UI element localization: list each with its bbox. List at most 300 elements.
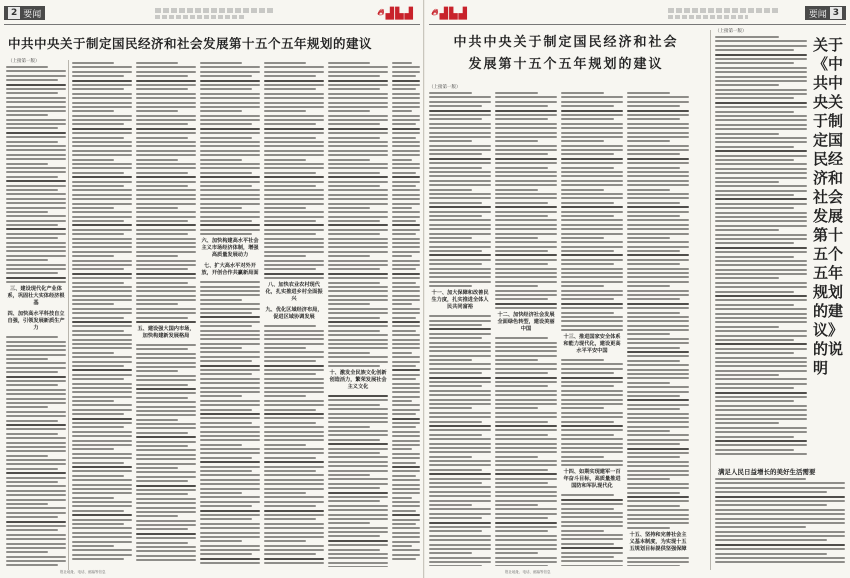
text-column-4 <box>200 62 260 567</box>
text-line <box>627 439 689 441</box>
text-line <box>392 558 416 560</box>
text-line <box>495 290 557 292</box>
text-line <box>627 145 689 147</box>
text-line <box>561 105 614 107</box>
text-line <box>6 242 66 244</box>
text-line <box>715 427 807 429</box>
text-column-3 <box>561 92 623 566</box>
text-line <box>715 440 807 442</box>
text-line <box>392 123 416 125</box>
text-line <box>495 228 557 230</box>
text-line <box>392 497 412 499</box>
byline-left: （上接第一版） <box>8 59 40 64</box>
text-line <box>495 372 548 374</box>
text-line <box>392 549 420 551</box>
text-line <box>429 434 482 436</box>
text-line <box>200 334 260 336</box>
flame-icon: 🔥︎ <box>431 8 438 18</box>
text-line <box>200 369 260 371</box>
text-line <box>627 259 689 261</box>
text-line <box>495 259 557 261</box>
text-line <box>627 197 689 199</box>
text-line <box>715 431 807 433</box>
text-line <box>328 421 388 423</box>
text-line <box>715 194 794 196</box>
text-line <box>495 206 557 208</box>
text-line <box>328 465 388 467</box>
text-line <box>715 513 845 515</box>
text-line <box>495 132 557 134</box>
text-line <box>72 71 132 73</box>
text-line <box>715 491 827 493</box>
text-line <box>72 172 124 174</box>
text-line <box>561 372 614 374</box>
text-line <box>200 294 260 296</box>
text-line <box>6 189 58 191</box>
text-line <box>72 435 132 437</box>
text-column-6 <box>715 478 845 568</box>
text-line <box>328 110 370 112</box>
text-line <box>392 176 420 178</box>
text-line <box>264 106 324 108</box>
text-line <box>264 457 316 459</box>
text-line <box>392 514 420 516</box>
text-line <box>6 149 66 151</box>
text-line <box>429 504 472 506</box>
text-line <box>72 514 132 516</box>
text-line <box>264 387 324 389</box>
text-line <box>264 80 324 82</box>
text-line <box>715 264 807 266</box>
text-line <box>392 224 420 226</box>
text-line <box>328 483 388 485</box>
text-line <box>136 520 196 522</box>
text-line <box>627 241 689 243</box>
text-line <box>392 185 416 187</box>
text-line <box>328 408 388 410</box>
text-line <box>72 501 132 503</box>
text-line <box>328 509 388 511</box>
text-line <box>200 532 260 534</box>
text-line <box>72 123 124 125</box>
text-line <box>561 560 623 562</box>
text-line <box>392 251 420 253</box>
text-line <box>6 66 48 68</box>
text-line <box>627 233 689 235</box>
text-line <box>200 88 252 90</box>
text-line <box>72 185 124 187</box>
text-line <box>328 325 388 327</box>
text-line <box>6 145 66 147</box>
text-line <box>715 256 794 258</box>
text-line <box>328 531 388 533</box>
text-line <box>264 75 316 77</box>
text-line <box>429 495 491 497</box>
text-line <box>6 490 66 492</box>
text-line <box>627 298 680 300</box>
text-line <box>561 281 623 283</box>
text-line <box>495 241 557 243</box>
text-line <box>328 255 370 257</box>
text-line <box>264 536 324 538</box>
text-line <box>627 123 689 125</box>
text-line <box>6 207 66 209</box>
text-line <box>627 483 689 485</box>
text-line <box>328 71 388 73</box>
text-line <box>328 321 388 323</box>
text-line <box>72 88 124 90</box>
text-line <box>627 470 689 472</box>
text-line <box>136 312 196 314</box>
text-line <box>392 128 420 130</box>
text-line <box>715 313 807 315</box>
text-line <box>136 480 188 482</box>
text-line <box>264 343 324 345</box>
text-line <box>72 374 132 376</box>
text-line <box>627 518 689 520</box>
text-line <box>715 291 794 293</box>
text-line <box>6 512 66 514</box>
text-line <box>328 334 388 336</box>
text-line <box>627 294 689 296</box>
text-line <box>328 426 370 428</box>
text-line <box>136 550 196 552</box>
text-line <box>200 488 260 490</box>
text-line <box>561 508 614 510</box>
text-line <box>392 207 412 209</box>
text-line <box>495 381 557 383</box>
text-line <box>328 251 388 253</box>
text-line <box>627 246 689 248</box>
text-line <box>392 418 420 420</box>
text-line <box>627 202 680 204</box>
text-line <box>136 282 188 284</box>
text-line <box>264 119 324 121</box>
text-line <box>200 229 260 231</box>
text-line <box>561 521 623 523</box>
text-line <box>328 413 388 415</box>
text-line <box>495 535 557 537</box>
text-line <box>136 172 188 174</box>
text-line <box>200 75 252 77</box>
text-line <box>495 184 557 186</box>
byline-right-2: （上接第一版） <box>715 29 747 34</box>
text-line <box>715 155 807 157</box>
text-line <box>136 216 196 218</box>
text-line <box>627 329 689 331</box>
text-line <box>429 259 491 261</box>
text-line <box>715 335 807 337</box>
text-line <box>429 565 482 566</box>
header-meta-right <box>668 8 778 19</box>
text-line <box>136 75 188 77</box>
text-line <box>72 334 132 336</box>
text-line <box>429 215 482 217</box>
text-line <box>715 49 794 51</box>
text-line <box>200 172 252 174</box>
text-line <box>136 537 196 539</box>
text-line <box>561 241 623 243</box>
text-line <box>72 440 132 442</box>
text-line <box>136 110 178 112</box>
text-line <box>392 435 420 437</box>
text-line <box>715 378 807 380</box>
text-line <box>495 434 548 436</box>
text-line <box>6 547 66 549</box>
text-line <box>561 153 614 155</box>
text-line <box>429 539 491 541</box>
text-line <box>715 553 827 555</box>
text-line <box>429 403 491 405</box>
text-line <box>715 444 807 446</box>
text-line <box>715 146 794 148</box>
text-line <box>715 436 794 438</box>
text-line <box>264 176 324 178</box>
text-line <box>6 198 66 200</box>
text-line <box>264 273 324 275</box>
text-line <box>627 561 689 563</box>
text-line <box>200 66 260 68</box>
text-line <box>6 220 66 222</box>
text-line <box>136 88 188 90</box>
text-line <box>264 391 324 393</box>
text-line <box>627 118 680 120</box>
text-line <box>495 565 548 566</box>
text-line <box>392 268 416 270</box>
text-line <box>200 435 260 437</box>
text-line <box>264 426 324 428</box>
text-line <box>429 158 491 160</box>
text-line <box>200 185 252 187</box>
text-line <box>429 544 491 546</box>
text-line <box>136 458 196 460</box>
text-line <box>136 441 196 443</box>
text-line <box>328 286 388 288</box>
text-line <box>328 106 388 108</box>
text-line <box>627 175 689 177</box>
text-line <box>264 378 324 380</box>
text-line <box>561 359 604 361</box>
page-badge-right <box>805 6 846 20</box>
text-line <box>561 390 623 392</box>
text-line <box>264 211 324 213</box>
text-line <box>392 282 416 284</box>
text-line <box>200 150 260 152</box>
text-line <box>72 404 132 406</box>
text-line <box>561 385 614 387</box>
text-line <box>328 216 388 218</box>
text-line <box>561 171 623 173</box>
text-line <box>495 456 538 458</box>
text-line <box>715 58 807 60</box>
footer-left: 报社地址、电话、邮编等信息 <box>60 570 106 574</box>
text-line <box>200 448 260 450</box>
text-line <box>328 566 388 567</box>
text-line <box>328 282 380 284</box>
text-line <box>715 365 807 367</box>
text-line <box>200 159 242 161</box>
text-line <box>429 241 491 243</box>
text-line <box>715 295 807 297</box>
text-line <box>392 383 420 385</box>
text-line <box>429 482 482 484</box>
text-line <box>72 242 132 244</box>
text-line <box>392 457 420 459</box>
text-line <box>72 277 132 279</box>
text-line <box>495 416 557 418</box>
text-line <box>328 194 388 196</box>
text-line <box>136 295 196 297</box>
text-line <box>429 443 491 445</box>
text-line <box>715 383 807 385</box>
text-line <box>392 541 420 543</box>
text-line <box>6 264 66 266</box>
text-line <box>392 431 420 433</box>
text-line <box>328 132 388 134</box>
text-line <box>136 317 188 319</box>
text-line <box>561 403 623 405</box>
text-line <box>392 203 420 205</box>
text-line <box>627 281 689 283</box>
text-line <box>264 369 324 371</box>
text-line <box>264 159 306 161</box>
text-line <box>72 431 132 433</box>
text-line <box>72 466 132 468</box>
text-line <box>561 290 623 292</box>
text-line <box>561 394 623 396</box>
text-line <box>495 350 557 352</box>
text-line <box>6 463 66 465</box>
text-line <box>136 229 196 231</box>
text-line <box>715 163 807 165</box>
text-line <box>715 36 779 38</box>
text-line <box>264 88 316 90</box>
text-line <box>200 145 260 147</box>
text-line <box>200 224 260 226</box>
text-line <box>392 330 416 332</box>
text-line <box>200 299 242 301</box>
text-line <box>72 299 132 301</box>
text-line <box>264 523 324 525</box>
text-line <box>495 307 557 309</box>
text-line <box>715 526 806 528</box>
text-line <box>429 377 491 379</box>
text-line <box>200 338 260 340</box>
header-rule <box>4 24 420 25</box>
text-line <box>72 150 132 152</box>
text-line <box>429 355 491 357</box>
text-line <box>6 529 58 531</box>
text-line <box>6 485 66 487</box>
text-line <box>264 110 306 112</box>
text-line <box>200 308 260 310</box>
text-line <box>429 363 491 365</box>
text-line <box>561 101 623 103</box>
text-line <box>495 421 548 423</box>
text-line <box>136 419 178 421</box>
text-line <box>72 383 132 385</box>
section-subhead: 十五、坚持和完善社会主义基本制度，为实现十五五规划目标提供坚强保障 <box>629 531 687 552</box>
text-line <box>6 349 66 351</box>
text-line <box>6 141 58 143</box>
text-line <box>328 339 388 341</box>
text-line <box>392 325 420 327</box>
text-line <box>715 150 807 152</box>
text-line <box>328 527 388 529</box>
text-line <box>392 466 420 468</box>
text-line <box>136 181 196 183</box>
text-line <box>495 403 557 405</box>
text-line <box>392 440 420 442</box>
text-line <box>200 483 260 485</box>
text-line <box>136 379 196 381</box>
text-line <box>264 466 324 468</box>
text-line <box>495 175 557 177</box>
text-line <box>6 468 58 470</box>
text-line <box>328 233 380 235</box>
text-line <box>392 286 420 288</box>
text-line <box>6 402 66 404</box>
text-line <box>561 263 614 265</box>
text-line <box>6 250 66 252</box>
text-line <box>264 181 324 183</box>
header-meta-left <box>155 8 275 19</box>
text-line <box>6 110 66 112</box>
text-line <box>6 503 48 505</box>
text-line <box>627 456 680 458</box>
text-line <box>627 465 689 467</box>
text-line <box>429 486 491 488</box>
text-line <box>429 381 491 383</box>
text-line <box>392 527 420 529</box>
text-line <box>392 510 416 512</box>
text-line <box>200 316 260 318</box>
text-line <box>328 434 388 436</box>
text-line <box>72 167 132 169</box>
text-line <box>6 389 66 391</box>
text-line <box>627 496 689 498</box>
text-line <box>627 105 680 107</box>
text-line <box>328 75 380 77</box>
text-line <box>328 115 388 117</box>
text-line <box>6 132 66 134</box>
text-line <box>6 119 66 121</box>
text-line <box>136 370 178 372</box>
text-line <box>495 451 557 453</box>
text-line <box>200 426 260 428</box>
text-line <box>392 444 420 446</box>
text-line <box>328 123 380 125</box>
text-line <box>715 277 779 279</box>
text-line <box>6 70 66 72</box>
text-line <box>561 525 623 527</box>
text-line <box>495 557 557 559</box>
text-line <box>392 404 420 406</box>
text-line <box>429 237 472 239</box>
text-line <box>495 346 557 348</box>
text-line <box>392 264 420 266</box>
text-line <box>715 177 807 179</box>
text-line <box>6 376 66 378</box>
text-line <box>264 360 316 362</box>
text-line <box>264 404 324 406</box>
text-line <box>328 238 388 240</box>
text-line <box>429 372 482 374</box>
text-line <box>429 315 491 317</box>
text-line <box>495 486 557 488</box>
text-line <box>561 298 614 300</box>
text-line <box>429 438 491 440</box>
